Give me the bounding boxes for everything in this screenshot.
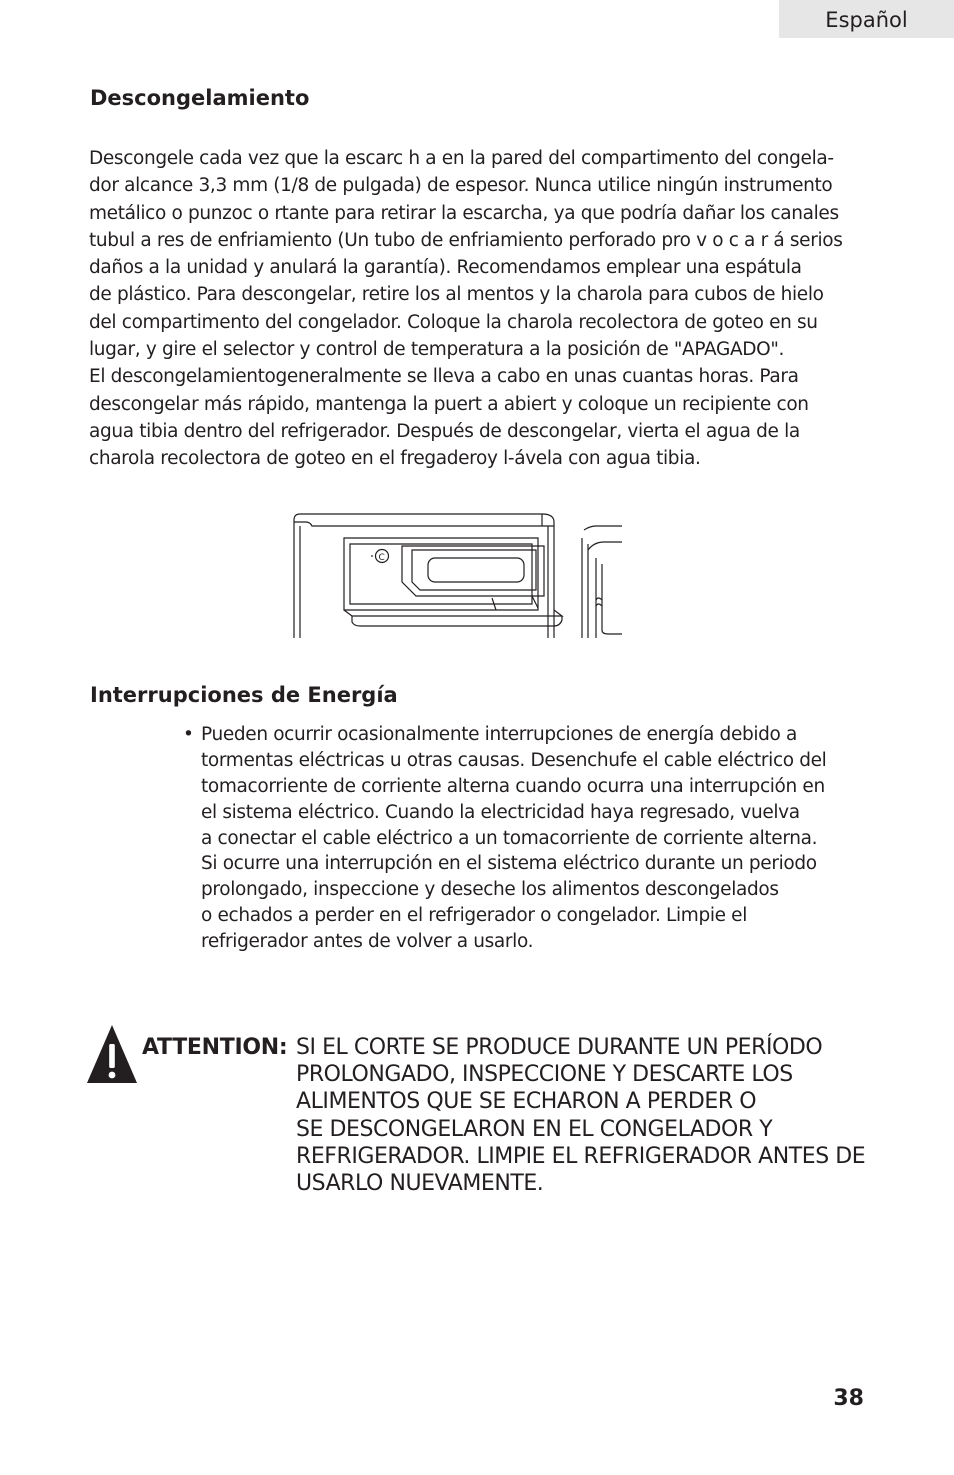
list-item [183,722,863,748]
text-line: El descongelamientogeneralmente se lleva a cabo en unas cuantas horas. Para [89,366,799,388]
text-line: Si ocurre una interrupción en el sistema eléctrico durante un periodo [201,853,817,875]
text-line: dor alcance 3,3 mm (1/8 de pulgada) de espesor. Nunca utilice ningún instrumento [89,175,833,197]
text-line: PROLONGADO, INSPECCIONE Y DESCARTE LOS [296,1062,793,1088]
text-line: tomacorriente de corriente alterna cuando ocurra una interrupción en [201,775,825,797]
warning-label: ATTENTION: [142,1035,288,1060]
warning-exclamation-icon [86,1024,138,1084]
text-line: daños a la unidad y anulará la garantía). Recomendamos emplear una espátula [89,257,802,279]
text-line: tubul a res de enfriamiento (Un tubo de enfriamiento perforado pro v o c a r á serios [89,229,843,251]
bullet-icon: • [183,724,194,745]
text-line: refrigerador antes de volver a usarlo. [201,931,534,953]
text-line: SE DESCONGELARON EN EL CONGELADOR Y [296,1116,773,1142]
text-line: Descongele cada vez que la escarc h a en la pared del compartimento del congela- [89,148,834,169]
text-line: del compartimento del congelador. Coloque la charola recolectora de goteo en su [89,311,818,333]
section-title-power: Interrupciones de Energía [90,683,398,707]
warning-text [296,1034,876,1197]
language-tab: Español [779,0,954,38]
text-line: lugar, y gire el selector y control de temperatura a la posición de "APAGADO". [89,339,785,361]
defrost-paragraph [89,145,879,473]
page-number: 38 [833,1386,864,1411]
text-line: el sistema eléctrico. Cuando la electricidad haya regresado, vuelva [201,801,800,823]
text-line: REFRIGERADOR. LIMPIE EL REFRIGERADOR ANTES DE [296,1143,866,1169]
text-line: descongelar más rápido, mantenga la puert a abiert y coloque un recipiente con [89,393,809,415]
freezer-compartment-illustration [292,510,624,638]
text-line: SI EL CORTE SE PRODUCE DURANTE UN PERÍODO [296,1035,823,1060]
text-line: USARLO NUEVAMENTE. [296,1170,544,1196]
text-line: tormentas eléctricas u otras causas. Desenchufe el cable eléctrico del [201,749,827,771]
text-line: o echados a perder en el refrigerador o congelador. Limpie el [201,905,748,927]
text-line: agua tibia dentro del refrigerador. Después de descongelar, vierta el agua de la [89,420,800,442]
svg-text:C: C [378,553,385,563]
text-line: Pueden ocurrir ocasionalmente interrupciones de energía debido a [201,724,798,745]
section-title-defrost: Descongelamiento [90,86,310,110]
power-bullet-list [183,722,863,955]
text-line: metálico o punzoc o rtante para retirar la escarcha, ya que podría dañar los canales [89,202,839,224]
text-line: ALIMENTOS QUE SE ECHARON A PERDER O [296,1089,757,1115]
text-line: a conectar el cable eléctrico a un tomacorriente de corriente alterna. [201,827,818,849]
text-line: charola recolectora de goteo en el fregaderoy l-ávela con agua tibia. [89,448,701,470]
text-line: prolongado, inspeccione y deseche los alimentos descongelados [201,879,779,901]
text-line: de plástico. Para descongelar, retire los al mentos y la charola para cubos de hielo [89,284,824,306]
